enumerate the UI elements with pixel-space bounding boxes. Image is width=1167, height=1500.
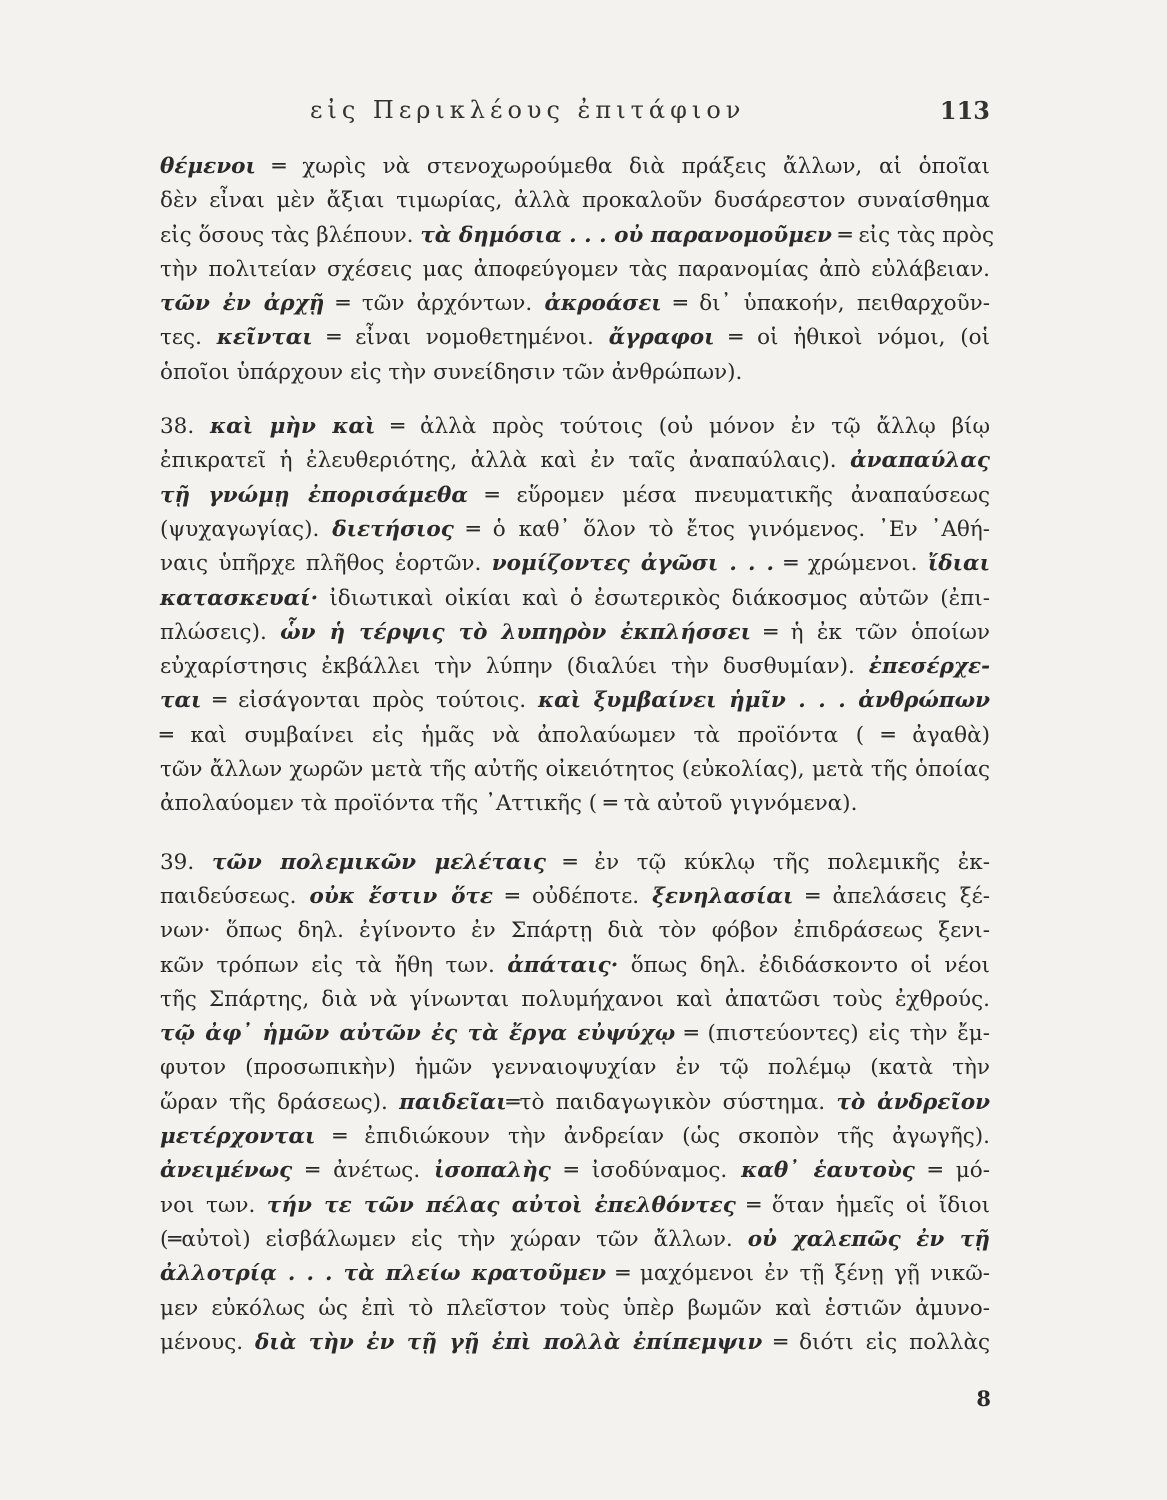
gloss-text: ═ ἐν τῷ κύκλῳ τῆς πολεμικῆς ἐκ- [545, 849, 990, 875]
lemma: ἀνειμένως [160, 1158, 293, 1184]
page-number: 113 [939, 96, 990, 125]
gloss-text: ═ μαχόμενοι ἐν τῇ ξένῃ γῇ νικῶ- [606, 1261, 990, 1287]
gloss-text: ὅπως δηλ. ἐδιδάσκοντο οἱ νέοι [618, 952, 990, 978]
lemma: οὐκ ἔστιν ὅτε [309, 883, 493, 909]
lemma: ὧν ἡ τέρψις τὸ λυπηρὸν ἐκπλήσσει [280, 619, 752, 645]
gloss-text: νοι των. [160, 1192, 267, 1218]
gloss-text: ═ ἡ ἐκ τῶν ὁποίων [751, 619, 990, 645]
gloss-text: πλώσεις). [160, 619, 281, 645]
text-line [160, 1326, 990, 1360]
lemma: τῶν ἐν ἀρχῇ [160, 291, 325, 317]
text-line [160, 321, 990, 355]
gloss-text: ═ οὐδέποτε. [492, 883, 653, 909]
lemma: καὶ ξυμβαίνει ἡμῖν . . . ἀνθρώπων [537, 688, 990, 714]
text-line [160, 846, 990, 880]
signature-mark: 8 [976, 1386, 991, 1411]
text-line [160, 1189, 990, 1223]
page-body [160, 150, 995, 1360]
lemma: τῷ ἀφ᾿ ἡμῶν αὐτῶν ἐς τὰ ἔργα εὐψύχῳ [160, 1021, 676, 1047]
lemma: τὰ δημόσια . . . οὐ παρανομοῦμεν [420, 222, 832, 248]
paragraph-39 [160, 846, 990, 1360]
lemma: νομίζοντες ἀγῶσι . . . [491, 551, 775, 577]
gloss-text: ═ ἰσοδύναμος. [550, 1158, 742, 1184]
text-line [160, 1017, 990, 1051]
gloss-text: κῶν τρόπων εἰς τὰ ἤθη των. [160, 952, 508, 978]
lemma: διὰ τὴν ἐν τῇ γῇ ἐπὶ πολλὰ ἐπίπεμψιν [254, 1329, 763, 1355]
gloss-text: ═ ἀλλὰ πρὸς τούτοις (οὐ μόνον ἐν τῷ ἄλλῳ βίῳ [375, 414, 991, 440]
lemma: ἰσοπαλὴς [434, 1158, 551, 1184]
text-line [160, 287, 990, 321]
lemma: ἀπάταις· [507, 952, 619, 978]
gloss-text: παιδεύσεως. [160, 883, 310, 909]
gloss-text: μεν εὐκόλως ὡς ἐπὶ τὸ πλεῖστον τοὺς ὑπὲρ βωμῶν καὶ ἑστιῶν ἀμυνο- [160, 1295, 990, 1321]
text-line [160, 1086, 990, 1120]
gloss-text: ὥραν τῆς δράσεως). [160, 1089, 400, 1115]
gloss-text: εἰς ὅσους τὰς βλέπουν. [160, 222, 421, 248]
text-line [160, 1223, 990, 1257]
lemma: ξενηλασίαι [652, 883, 794, 909]
gloss-text: ═ εἰσάγονται πρὸς τούτοις. [201, 688, 538, 714]
lemma: ἴδιαι [927, 551, 990, 577]
text-line [160, 684, 990, 718]
text-line [160, 582, 990, 616]
text-line [160, 650, 990, 684]
lemma: ἀκροάσει [544, 291, 662, 317]
paragraph-gap [160, 822, 990, 846]
lemma: κατασκευαί· [160, 585, 319, 611]
lemma: ἀλλοτρίᾳ . . . τὰ πλείω κρατοῦμεν [160, 1261, 607, 1287]
text-line [160, 184, 990, 218]
gloss-text: ἰδιωτικαὶ οἰκίαι καὶ ὁ ἐσωτερικὸς διάκοσμος αὐτῶν (ἐπι- [318, 585, 990, 611]
gloss-text: 38. [160, 414, 211, 440]
lemma: ἀναπαύλας [850, 448, 990, 474]
gloss-text: (ψυχαγωγίας). [160, 516, 333, 542]
text-line [160, 983, 990, 1017]
text-line [160, 1051, 990, 1085]
text-line [160, 547, 990, 581]
gloss-text: (═αὐτοὶ) εἰσβάλωμεν εἰς τὴν χώραν τῶν ἄλλων. [160, 1226, 748, 1252]
text-line [160, 914, 990, 948]
lemma: παιδεῖαι [399, 1089, 507, 1115]
gloss-text: ═ χωρὶς νὰ στενοχωρούμεθα διὰ πράξεις ἄλλων, αἱ ὁποῖαι [255, 154, 990, 179]
gloss-text: φυτον (προσωπικὴν) ἡμῶν γενναιοψυχίαν ἐν τῷ πολέμῳ (κατὰ τὴν [160, 1055, 990, 1081]
gloss-text: τες. [160, 325, 217, 351]
text-line [160, 616, 990, 650]
gloss-text: ═ τῶν ἀρχόντων. [324, 291, 545, 317]
gloss-text: ═ (πιστεύοντες) εἰς τὴν ἔμ- [675, 1021, 990, 1047]
text-line [160, 1257, 990, 1291]
lemma: τήν τε τῶν πέλας αὐτοὶ ἐπελθόντες [266, 1192, 736, 1218]
gloss-text: δὲν εἶναι μὲν ἄξιαι τιμωρίας, ἀλλὰ προκαλοῦν δυσάρεστον συναίσθημα [160, 188, 990, 214]
text-line [160, 880, 990, 914]
gloss-text: ═ εἰς τὰς πρὸς [831, 222, 995, 248]
gloss-text: τῶν ἄλλων χωρῶν μετὰ τῆς αὐτῆς οἰκειότητος (εὐκολίας), μετὰ τῆς ὁποίας [160, 757, 990, 783]
gloss-text: τῆς Σπάρτης, διὰ νὰ γίνωνται πολυμήχανοι καὶ ἀπατῶσι τοὺς ἐχθρούς. [160, 986, 990, 1012]
lemma: τὸ ἀνδρεῖον [836, 1089, 991, 1115]
gloss-text: ═ εὕρομεν μέσα πνευματικῆς ἀναπαύσεως [467, 482, 990, 508]
lemma: ἐπεσέρχε- [868, 654, 990, 680]
lemma: ται [160, 688, 202, 714]
text-line [160, 444, 990, 478]
text-line [160, 219, 995, 253]
gloss-text: ═ ὅταν ἡμεῖς οἱ ἴδιοι [735, 1192, 991, 1218]
lemma: κεῖνται [216, 325, 313, 351]
gloss-text: ναις ὑπῆρχε πλῆθος ἑορτῶν. [160, 551, 492, 577]
paragraph-gap [160, 390, 990, 410]
running-head: εἰς Περικλέους ἐπιτάφιον [310, 96, 746, 124]
gloss-text: ἐπικρατεῖ ἡ ἐλευθεριότης, ἀλλὰ καὶ ἐν ταῖς ἀναπαύλαις). [160, 448, 851, 474]
lemma: ἄγραφοι [608, 325, 715, 351]
gloss-text: νων· ὅπως δηλ. ἐγίνοντο ἐν Σπάρτῃ διὰ τὸν φόβον ἐπιδράσεως ξενι- [160, 918, 990, 944]
text-line [160, 1292, 990, 1326]
gloss-text: εὐχαρίστησις ἐκβάλλει τὴν λύπην (διαλύει τὴν δυσθυμίαν). [160, 654, 869, 680]
paragraph-37 [160, 150, 995, 390]
lemma: τῇ γνώμῃ ἐπορισάμεθα [160, 482, 468, 508]
text-line [160, 479, 990, 513]
text-line [160, 356, 990, 390]
text-line [160, 410, 990, 444]
text-line [160, 253, 990, 287]
text-line [160, 1154, 990, 1188]
gloss-text: τὴν πολιτείαν σχέσεις μας ἀποφεύγομεν τὰς παρανομίας ἀπὸ εὐλάβειαν. [160, 256, 990, 282]
lemma: θέμενοι [160, 154, 256, 179]
page-header [160, 96, 990, 136]
lemma: τῶν πολεμικῶν μελέταις [211, 849, 546, 875]
paragraph-38 [160, 410, 990, 822]
text-line [160, 513, 990, 547]
lemma: καθ᾿ ἑαυτοὺς [741, 1158, 915, 1184]
lemma: οὐ χαλεπῶς ἐν τῇ [747, 1226, 990, 1252]
gloss-text: ═ ἀπελάσεις ξέ- [793, 883, 990, 909]
text-line [160, 949, 990, 983]
text-line [160, 1120, 990, 1154]
text-line [160, 150, 990, 184]
gloss-text: ═ μό- [914, 1158, 990, 1184]
gloss-text: ═ χρώμενοι. [774, 551, 928, 577]
gloss-text: ═ διότι εἰς πολλὰς [762, 1329, 990, 1355]
gloss-text: ═ εἶναι νομοθετημένοι. [312, 325, 609, 351]
lemma: καὶ μὴν καὶ [210, 414, 376, 440]
gloss-text: ὁποῖοι ὑπάρχουν εἰς τὴν συνείδησιν τῶν ἀνθρώπων). [160, 359, 743, 385]
gloss-text: ═τὸ παιδαγωγικὸν σύστημα. [506, 1089, 837, 1115]
gloss-text: ═ καὶ συμβαίνει εἰς ἡμᾶς νὰ ἀπολαύωμεν τὰ προϊόντα ( ═ ἀγαθὰ) [160, 722, 990, 748]
text-line [160, 719, 990, 753]
gloss-text: ═ οἱ ἠθικοὶ νόμοι, (οἱ [714, 325, 991, 351]
gloss-text: ═ δι᾿ ὑπακοήν, πειθαρχοῦν- [661, 291, 990, 317]
gloss-text: μένους. [160, 1329, 255, 1355]
lemma: διετήσιος [332, 516, 454, 542]
text-line [160, 787, 990, 821]
lemma: μετέρχονται [160, 1124, 316, 1150]
gloss-text: ═ ἐπιδιώκουν τὴν ἀνδρείαν (ὡς σκοπὸν τῆς ἀγωγῆς). [315, 1124, 990, 1150]
gloss-text: 39. [160, 849, 212, 875]
gloss-text: ἀπολαύομεν τὰ προϊόντα τῆς ᾿Αττικῆς ( ═ τὰ αὐτοῦ γιγνόμενα). [160, 791, 858, 817]
gloss-text: ═ ὁ καθ᾿ ὅλον τὸ ἔτος γινόμενος. ᾿Εν ᾿Αθή- [453, 516, 990, 542]
gloss-text: ═ ἀνέτως. [292, 1158, 435, 1184]
text-line [160, 753, 990, 787]
